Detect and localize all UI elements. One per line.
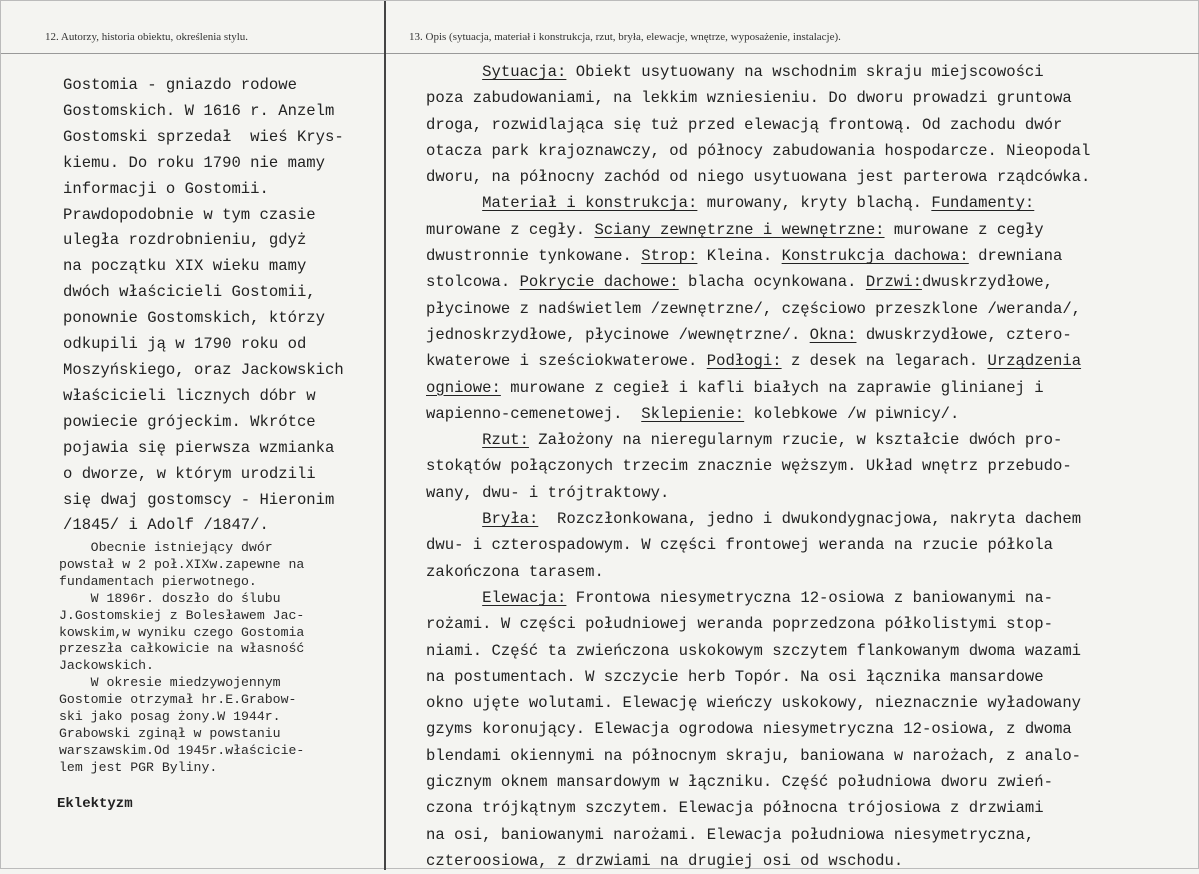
text-segment: Kleina. [697, 247, 782, 266]
text-segment: murowane z cegły [884, 220, 1044, 239]
description-line [426, 89, 1072, 107]
text-segment: na postumentach. W szczycie herb Topór. Na osi łącznika mansardowe [426, 667, 1044, 686]
text-segment: zakończona tarasem. [426, 562, 604, 581]
description-line [426, 168, 1090, 186]
text-line: ponownie Gostomskich, którzy [63, 309, 326, 328]
description-line [426, 431, 1062, 449]
text-segment: murowane z cegieł i kafli białych na zaprawie glinianej i [500, 378, 1044, 397]
text-line: właścicieli licznych dóbr w [63, 386, 316, 405]
description-line [426, 563, 604, 581]
column-divider [384, 1, 386, 870]
text-line: Gostomie otrzymał hr.E.Grabow- [59, 692, 297, 708]
text-line: Prawdopodobnie w tym czasie [63, 205, 316, 224]
description-line [426, 615, 1053, 633]
text-line: przeszła całkowicie na własność [59, 641, 305, 657]
text-segment: czteroosiowa, z drzwiami na drugiej osi od wschodu. [426, 851, 904, 870]
text-segment: drewniana [968, 247, 1063, 266]
description-line [426, 63, 1044, 81]
text-line: Jackowskich. [59, 658, 154, 674]
text-segment: otacza park krajoznawczy, od północy zabudowania hospodarcze. Nieopodal [426, 141, 1091, 160]
section-term: Sytuacja: [482, 63, 567, 81]
text-segment: z desek na legarach. [781, 352, 988, 371]
section-term: Sklepienie: [641, 404, 745, 423]
text-line: Gostomski sprzedał wieś Krys- [63, 127, 344, 146]
description-line [426, 510, 1081, 528]
text-segment: jednoskrzydłowe, płycinowe /wewnętrzne/. [426, 325, 810, 344]
description-line [426, 826, 1034, 844]
description-line [426, 221, 1044, 239]
text-segment: niami. Część ta zwieńczona uskokowym szczytem flankowanym dwoma wazami [426, 641, 1082, 660]
description-line [426, 642, 1081, 660]
text-line: /1845/ i Adolf /1847/. [63, 516, 269, 535]
description-line [426, 720, 1072, 738]
history-text [63, 73, 344, 539]
text-segment: rożami. W części południowej weranda poprzedzona półkolistymi stop- [426, 615, 1053, 634]
section-term: ogniowe: [426, 378, 501, 397]
text-line: się dwaj gostomscy - Hieronim [63, 490, 335, 509]
text-segment: kwaterowe i sześciokwaterowe. [426, 352, 707, 371]
section-term: Sciany zewnętrzne i wewnętrzne: [594, 220, 885, 239]
text-segment: dwuskrzydłowe, [921, 273, 1053, 292]
section-term: Okna: [809, 325, 857, 344]
text-line: o dworze, w którym urodzili [63, 464, 316, 483]
text-segment: poza zabudowaniami, na lekkim wzniesieniu. Do dworu prowadzi gruntowa [426, 89, 1072, 108]
text-line: na początku XIX wieku mamy [63, 257, 307, 276]
text-segment: stolcowa. [426, 273, 520, 292]
section-term: Podłogi: [706, 352, 782, 371]
text-line: Grabowski zginął w powstaniu [59, 725, 281, 741]
description-line [426, 247, 1062, 265]
text-segment: murowane z cegły. [426, 220, 595, 239]
text-segment: płycinowe z nadświetlem /zewnętrzne/, częściowo przeszklone /weranda/, [426, 299, 1082, 318]
section-header-description: 13. Opis (sytuacja, materiał i konstrukcja, rzut, bryła, elewacje, wnętrze, wyposażenie, instalacje). [409, 31, 841, 43]
description-line [426, 142, 1090, 160]
text-segment [426, 63, 482, 81]
description-line [426, 405, 959, 423]
text-line: J.Gostomskiej z Bolesławem Jac- [59, 607, 305, 623]
text-segment: wany, dwu- i trójtraktowy. [426, 483, 670, 502]
header-rule [1, 53, 1199, 54]
text-line: informacji o Gostomii. [63, 179, 269, 198]
text-segment: wapienno-cemenetowej. [426, 404, 642, 423]
text-line: uległa rozdrobnieniu, gdyż [63, 231, 307, 250]
description-line [426, 536, 1053, 554]
text-line: lem jest PGR Byliny. [59, 759, 218, 775]
description-line [426, 194, 1034, 212]
description-line [426, 379, 1044, 397]
section-term: Fundamenty: [931, 194, 1035, 213]
description-line [426, 589, 1053, 607]
text-segment: dwuskrzydłowe, cztero- [856, 325, 1072, 344]
style-label: Eklektyzm [57, 796, 133, 812]
text-segment: Obiekt usytuowany na wschodnim skraju miejscowości [566, 63, 1044, 81]
description-line [426, 326, 1072, 344]
text-line: kowskim,w wyniku czego Gostomia [59, 624, 305, 640]
text-segment: gzyms koronujący. Elewacja ogrodowa niesymetryczna 12-osiowa, z dwoma [426, 720, 1072, 739]
description-line [426, 116, 1062, 134]
description-line [426, 694, 1081, 712]
text-line: fundamentach pierwotnego. [59, 573, 257, 589]
section-term: Pokrycie dachowe: [519, 273, 679, 292]
text-segment: kolebkowe /w piwnicy/. [744, 404, 960, 423]
description-line [426, 273, 1053, 291]
text-line: ski jako posag żony.W 1944r. [59, 709, 281, 725]
text-segment: Frontowa niesymetryczna 12-osiowa z baniowanymi na- [566, 588, 1053, 607]
description-line [426, 300, 1081, 318]
text-segment: czona trójkątnym szczytem. Elewacja północna trójosiowa z drzwiami [426, 799, 1044, 818]
text-line: kiemu. Do roku 1790 nie mamy [63, 153, 326, 172]
text-line: dwóch właścicieli Gostomii, [63, 283, 316, 302]
text-line: powiecie grójeckim. Wkrótce [63, 412, 316, 431]
text-segment: dworu, na północny zachód od niego usytuowana jest parterowa rządcówka. [426, 168, 1091, 187]
text-segment [426, 510, 482, 528]
section-header-history: 12. Autorzy, historia obiektu, określenia stylu. [45, 31, 249, 43]
section-term: Rzut: [482, 431, 529, 450]
text-line: pojawia się pierwsza wzmianka [63, 438, 335, 457]
section-term: Urządzenia [987, 352, 1082, 371]
text-segment [426, 589, 482, 607]
description-text [426, 59, 1090, 874]
description-line [426, 773, 1053, 791]
text-segment: okno ujęte wolutami. Elewację wieńczy uskokowy, nieznacznie wyładowany [426, 694, 1082, 713]
text-segment [426, 194, 482, 212]
history-text-continued [59, 540, 304, 777]
text-line: powstał w 2 poł.XIXw.zapewne na [59, 556, 305, 572]
text-segment [426, 431, 482, 449]
text-segment: gicznym oknem mansardowym w łączniku. Część południowa dworu zwień- [426, 773, 1053, 792]
text-line: odkupili ją w 1790 roku od [63, 335, 307, 354]
text-segment: murowany, kryty blachą. [697, 194, 932, 213]
section-term: Bryła: [482, 510, 539, 529]
text-segment: blendami okiennymi na północnym skraju, baniowana w narożach, z analo- [426, 746, 1082, 765]
description-line [426, 484, 669, 502]
text-line: Moszyńskiego, oraz Jackowskich [63, 360, 344, 379]
text-segment: na osi, baniowanymi narożami. Elewacja południowa niesymetryczna, [426, 825, 1035, 844]
text-line: Gostomia - gniazdo rodowe [63, 76, 297, 94]
text-segment: dwu- i czterospadowym. W części frontowej weranda na rzucie półkola [426, 536, 1053, 555]
description-line [426, 799, 1044, 817]
description-line [426, 352, 1081, 370]
text-segment: blacha ocynkowana. [678, 273, 866, 292]
description-line [426, 668, 1044, 686]
text-line: Gostomskich. W 1616 r. Anzelm [63, 101, 335, 120]
text-line: W okresie miedzywojennym [59, 675, 281, 691]
section-term: Materiał i konstrukcja: [482, 194, 698, 213]
description-line [426, 457, 1072, 475]
description-line [426, 747, 1081, 765]
section-term: Konstrukcja dachowa: [781, 247, 969, 266]
text-line: Obecnie istniejący dwór [59, 540, 273, 555]
section-term: Strop: [641, 247, 698, 266]
section-term: Drzwi: [865, 273, 922, 292]
text-line: warszawskim.Od 1945r.właściciе- [59, 742, 305, 758]
section-term: Elewacja: [482, 588, 567, 607]
text-segment: droga, rozwidlająca się tuż przed elewacją frontową. Od zachodu dwór [426, 115, 1063, 134]
text-segment: Rozczłonkowana, jedno i dwukondygnacjowa, nakryta dachem [538, 510, 1082, 529]
description-line [426, 852, 903, 870]
text-segment: stokątów połączonych trzecim znacznie węższym. Układ wnętrz przebudo- [426, 457, 1072, 476]
text-line: W 1896r. doszło do ślubu [59, 590, 281, 606]
text-segment: dwustronnie tynkowane. [426, 247, 642, 266]
text-segment: Założony na nieregularnym rzucie, w kształcie dwóch pro- [528, 431, 1063, 450]
